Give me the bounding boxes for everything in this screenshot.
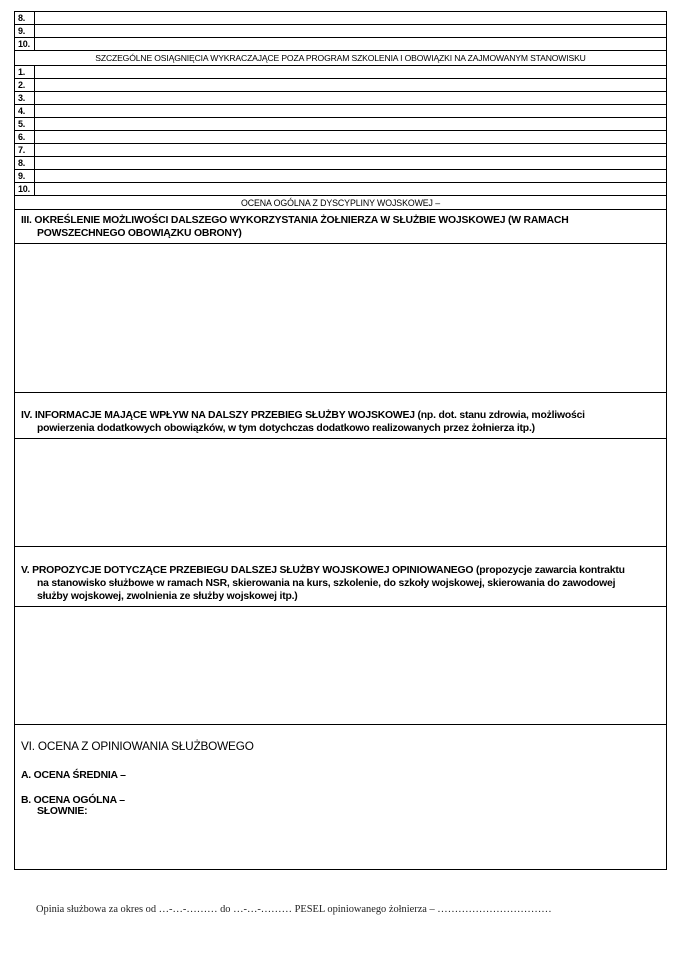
section-5-heading bbox=[15, 547, 667, 607]
row-number: 1. bbox=[15, 66, 35, 79]
overall-score-label: B. OCENA OGÓLNA – bbox=[21, 795, 125, 806]
table-row bbox=[15, 25, 667, 38]
row-number: 3. bbox=[15, 92, 35, 105]
row-entry-field[interactable] bbox=[35, 105, 667, 118]
row-entry-field[interactable] bbox=[35, 131, 667, 144]
table-row bbox=[15, 38, 667, 51]
table-row bbox=[15, 66, 667, 79]
section-5-line-1: V. PROPOZYCJE DOTYCZĄCE PRZEBIEGU DALSZEJ SŁUŻBY WOJSKOWEJ OPINIOWANEGO (propozycje zawarcia kontraktu bbox=[21, 565, 625, 576]
table-row bbox=[15, 118, 667, 131]
opinion-form-table bbox=[14, 11, 667, 870]
achievements-heading: SZCZEGÓLNE OSIĄGNIĘCIA WYKRACZAJĄCE POZA PROGRAM SZKOLENIA I OBOWIĄZKI NA ZAJMOWANYM STANOWISKU bbox=[15, 51, 667, 66]
section-4-heading bbox=[15, 393, 667, 439]
section-4-entry-area[interactable] bbox=[15, 439, 667, 547]
section-5-line-2: na stanowisko służbowe w ramach NSR, skierowania na kurs, szkolenie, do szkoły wojskowej, skierowania do zawodowej bbox=[37, 578, 616, 589]
row-number: 9. bbox=[15, 25, 35, 38]
section-4-body-row bbox=[15, 439, 667, 547]
table-row bbox=[15, 131, 667, 144]
section-6-title: VI. OCENA Z OPINIOWANIA SŁUŻBOWEGO bbox=[21, 739, 254, 753]
row-number: 7. bbox=[15, 144, 35, 157]
section-3-heading bbox=[15, 210, 667, 244]
section-5-line-3: służby wojskowej, zwolnienia ze służby wojskowej itp.) bbox=[37, 591, 298, 602]
discipline-overall-row bbox=[15, 196, 667, 210]
row-number: 10. bbox=[15, 183, 35, 196]
section-3-line-1: III. OKREŚLENIE MOŻLIWOŚCI DALSZEGO WYKORZYSTANIA ŻOŁNIERZA W SŁUŻBIE WOJSKOWEJ (W RAMACH bbox=[21, 215, 569, 226]
section-3-header-row bbox=[15, 210, 667, 244]
row-entry-field[interactable] bbox=[35, 12, 667, 25]
row-entry-field[interactable] bbox=[35, 144, 667, 157]
footer-period-pesel: Opinia służbowa za okres od …-…-……… do …-…-……… PESEL opiniowanego żołnierza – …………………………… bbox=[36, 904, 552, 915]
form-sheet bbox=[14, 11, 666, 870]
in-words-label: SŁOWNIE: bbox=[37, 806, 88, 817]
section-6-row bbox=[15, 725, 667, 870]
row-entry-field[interactable] bbox=[35, 25, 667, 38]
table-row bbox=[15, 144, 667, 157]
table-row bbox=[15, 12, 667, 25]
achievements-heading-row bbox=[15, 51, 667, 66]
table-row bbox=[15, 79, 667, 92]
discipline-overall-label: OCENA OGÓLNA Z DYSCYPLINY WOJSKOWEJ – bbox=[15, 196, 667, 210]
row-entry-field[interactable] bbox=[35, 38, 667, 51]
row-entry-field[interactable] bbox=[35, 92, 667, 105]
row-entry-field[interactable] bbox=[35, 170, 667, 183]
row-number: 4. bbox=[15, 105, 35, 118]
section-3-entry-area[interactable] bbox=[15, 244, 667, 393]
section-3-line-2: POWSZECHNEGO OBOWIĄZKU OBRONY) bbox=[37, 228, 242, 239]
table-row bbox=[15, 170, 667, 183]
section-5-body-row bbox=[15, 607, 667, 725]
row-number: 6. bbox=[15, 131, 35, 144]
row-number: 5. bbox=[15, 118, 35, 131]
row-entry-field[interactable] bbox=[35, 157, 667, 170]
row-number: 8. bbox=[15, 12, 35, 25]
section-3-body-row bbox=[15, 244, 667, 393]
row-entry-field[interactable] bbox=[35, 66, 667, 79]
average-score-label: A. OCENA ŚREDNIA – bbox=[21, 770, 126, 781]
row-number: 8. bbox=[15, 157, 35, 170]
section-4-header-row bbox=[15, 393, 667, 439]
table-row bbox=[15, 157, 667, 170]
row-entry-field[interactable] bbox=[35, 118, 667, 131]
row-entry-field[interactable] bbox=[35, 183, 667, 196]
section-4-line-2: powierzenia dodatkowych obowiązków, w tym dotychczas dodatkowo realizowanych przez żołnierza itp.) bbox=[37, 423, 535, 434]
row-number: 10. bbox=[15, 38, 35, 51]
table-row bbox=[15, 183, 667, 196]
table-row bbox=[15, 105, 667, 118]
table-row bbox=[15, 92, 667, 105]
section-6-block bbox=[15, 725, 667, 870]
section-5-header-row bbox=[15, 547, 667, 607]
row-number: 9. bbox=[15, 170, 35, 183]
row-number: 2. bbox=[15, 79, 35, 92]
row-entry-field[interactable] bbox=[35, 79, 667, 92]
section-5-entry-area[interactable] bbox=[15, 607, 667, 725]
section-4-line-1: IV. INFORMACJE MAJĄCE WPŁYW NA DALSZY PRZEBIEG SŁUŻBY WOJSKOWEJ (np. dot. stanu zdrowia, możliwości bbox=[21, 410, 585, 421]
